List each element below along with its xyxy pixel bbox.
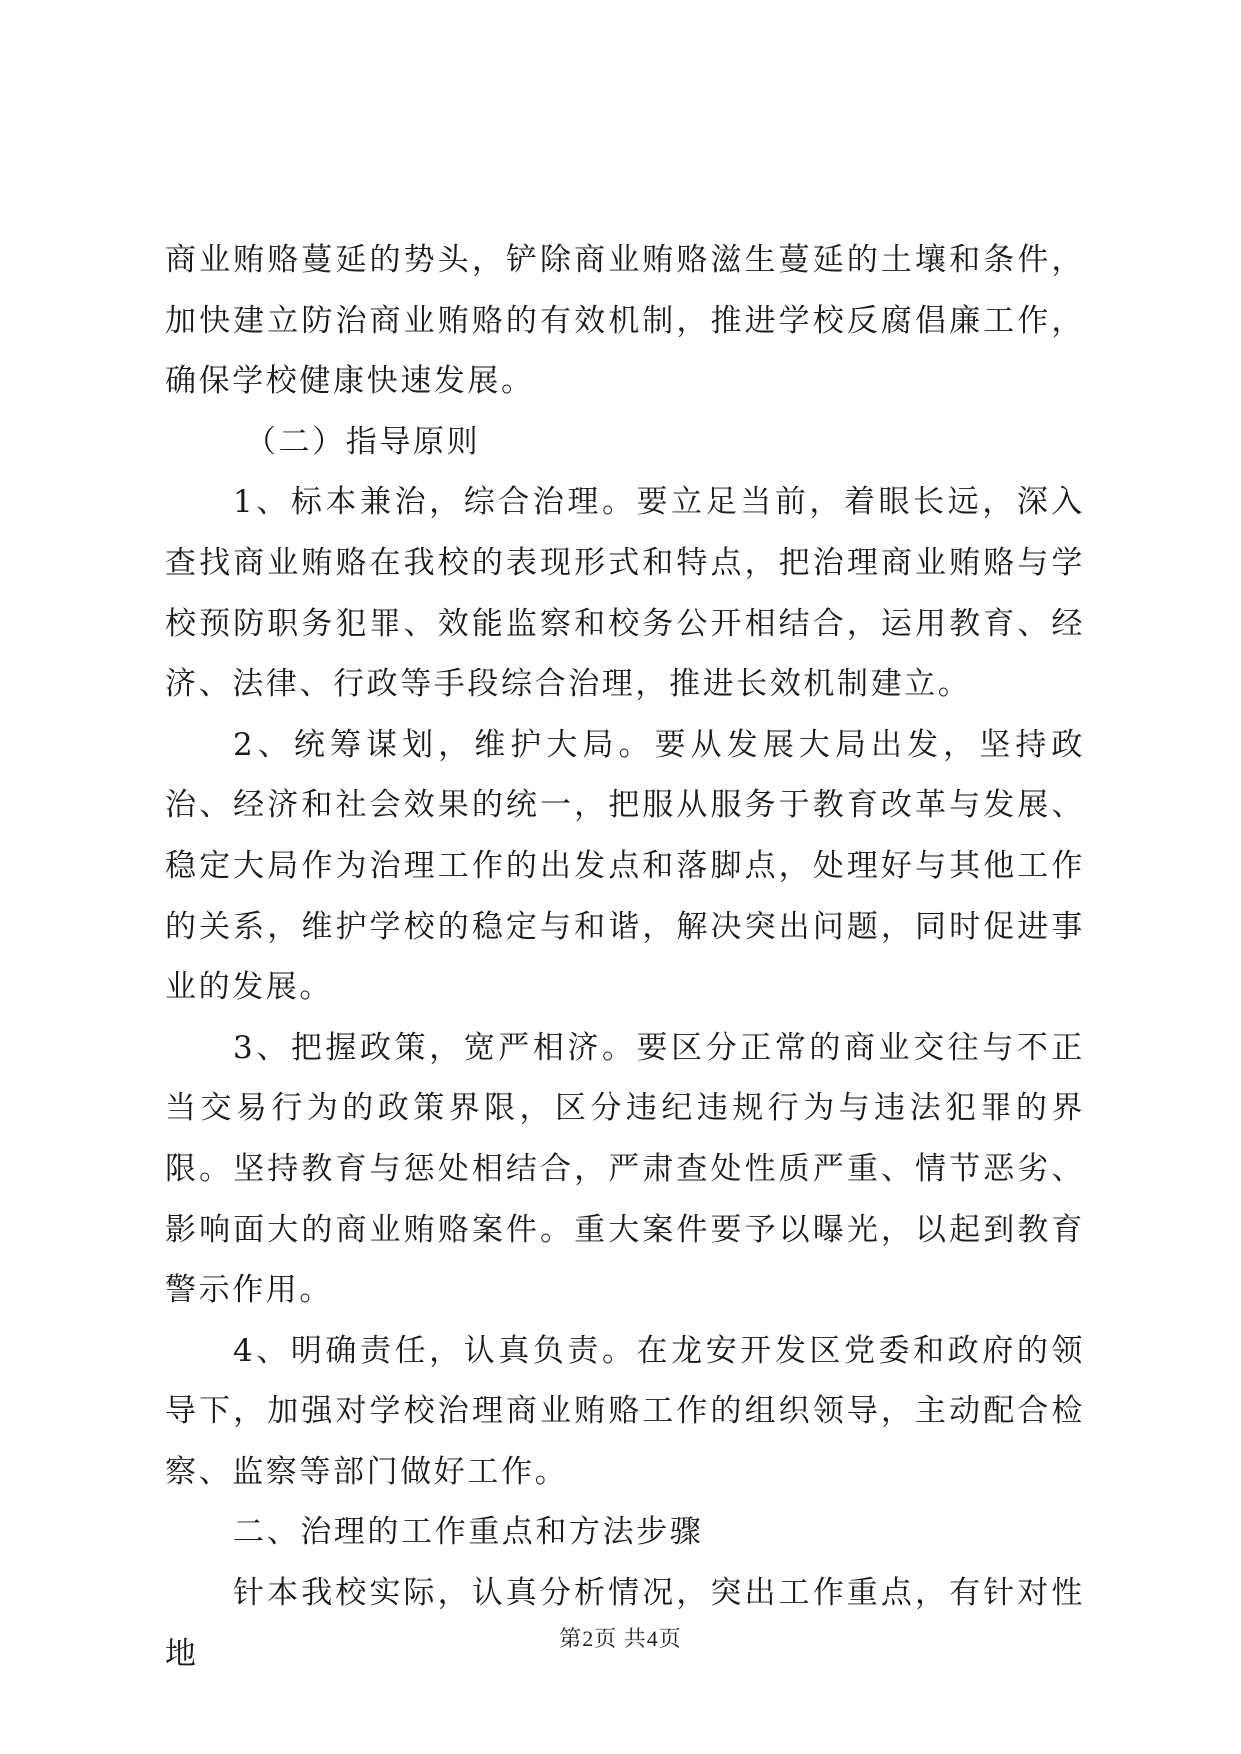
page-footer: 第2页 共4页 [559,1626,682,1651]
paragraph-principle-4: 4、明确责任，认真负责。在龙安开发区党委和政府的领导下，加强对学校治理商业贿赂工作的组织领导，主动配合检察、监察等部门做好工作。 [165,1332,1085,1490]
paragraph-principle-3: 3、把握政策，宽严相济。要区分正常的商业交往与不正当交易行为的政策界限，区分违纪违规行为与违法犯罪的界限。坚持教育与惩处相结合，严肃查处性质严重、情节恶劣、影响面大的商业贿赂案件。重大案件要予以曝光，以起到教育警示作用。 [165,1029,1085,1309]
document-body [165,230,1085,1684]
paragraph-work-focus: 针本我校实际，认真分析情况，突出工作重点，有针对性地 [165,1575,1085,1672]
paragraph-continuation: 商业贿赂蔓延的势头，铲除商业贿赂滋生蔓延的土壤和条件，加快建立防治商业贿赂的有效机制，推进学校反腐倡廉工作，确保学校健康快速发展。 [165,242,1085,400]
section-heading-work-focus: 二、治理的工作重点和方法步骤 [233,1514,704,1551]
section-heading-guiding-principles: （二）指导原则 [245,423,481,460]
paragraph-principle-2: 2、统筹谋划，维护大局。要从发展大局出发，坚持政治、经济和社会效果的统一，把服从服务于教育改革与发展、稳定大局作为治理工作的出发点和落脚点，处理好与其他工作的关系，维护学校的稳定与和谐，解决突出问题，同时促进事业的发展。 [165,726,1085,1006]
paragraph-principle-1: 1、标本兼治，综合治理。要立足当前，着眼长远，深入查找商业贿赂在我校的表现形式和特点，把治理商业贿赂与学校预防职务犯罪、效能监察和校务公开相结合，运用教育、经济、法律、行政等手段综合治理，推进长效机制建立。 [165,484,1085,703]
